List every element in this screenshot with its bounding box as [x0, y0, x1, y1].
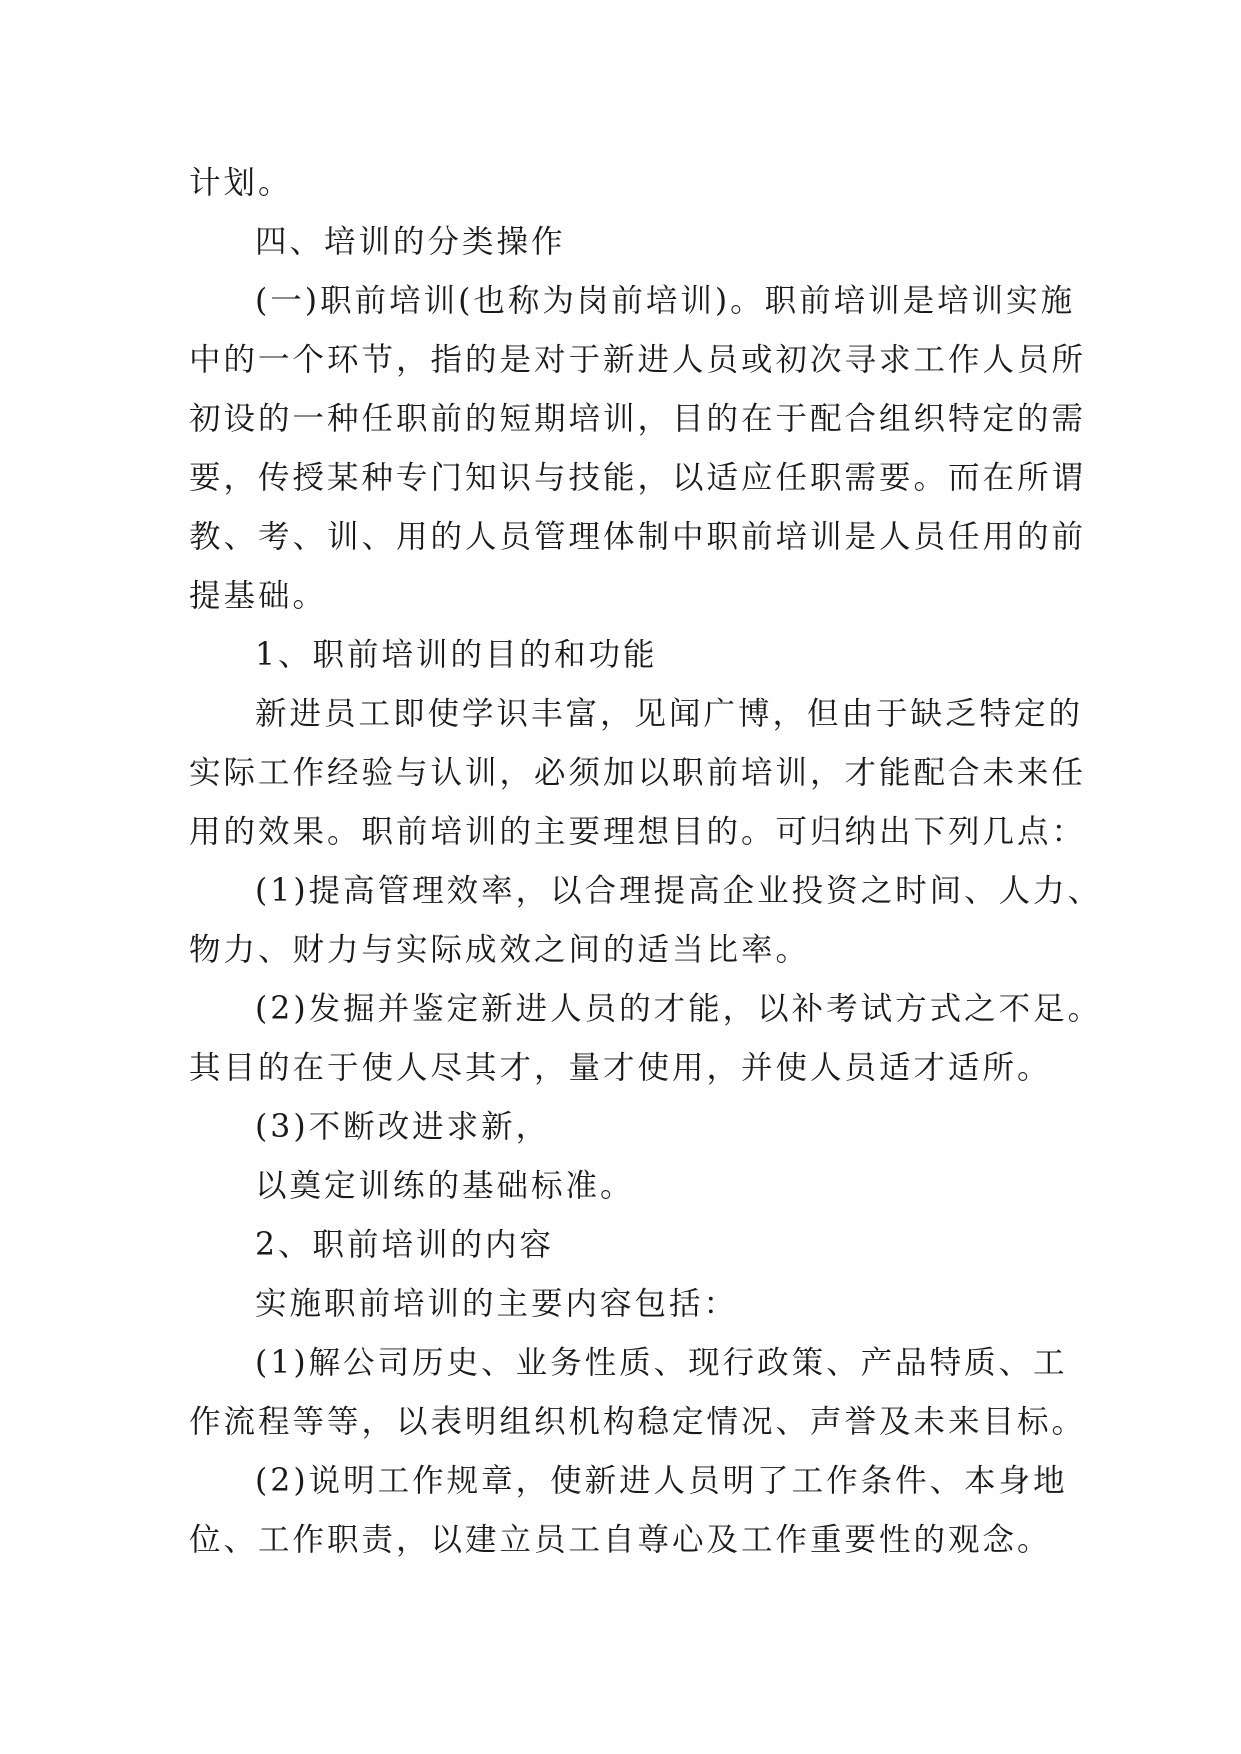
text-line: 位、工作职责，以建立员工自尊心及工作重要性的观念。: [189, 1522, 1052, 1558]
text-line: 实施职前培训的主要内容包括：: [255, 1286, 739, 1322]
text-line: 要，传授某种专门知识与技能，以适应任职需要。而在所谓: [189, 460, 1087, 496]
list-item: (1)解公司历史、业务性质、现行政策、产品特质、工: [255, 1345, 1068, 1381]
text-line: (一)职前培训(也称为岗前培训)。职前培训是培训实施: [255, 283, 1076, 319]
list-item: (3)不断改进求新，: [255, 1109, 551, 1145]
text-line: 以奠定训练的基础标准。: [255, 1168, 635, 1204]
text-line: 新进员工即使学识丰富，见闻广博，但由于缺乏特定的: [255, 696, 1084, 732]
text-line: 中的一个环节，指的是对于新进人员或初次寻求工作人员所: [189, 342, 1087, 378]
text-line: 其目的在于使人尽其才，量才使用，并使人员适才适所。: [189, 1050, 1052, 1086]
subsection-heading: 2、职前培训的内容: [255, 1227, 555, 1263]
text-line: 教、考、训、用的人员管理体制中职前培训是人员任用的前: [189, 519, 1087, 555]
list-item: (2)发掘并鉴定新进人员的才能，以补考试方式之不足。: [255, 991, 1103, 1027]
section-heading: 四、培训的分类操作: [255, 224, 566, 260]
text-line: 作流程等等，以表明组织机构稳定情况、声誉及未来目标。: [189, 1404, 1087, 1440]
list-item: (2)说明工作规章，使新进人员明了工作条件、本身地: [255, 1463, 1068, 1499]
document-body: [189, 154, 1103, 1570]
text-line: 实际工作经验与认训，必须加以职前培训，才能配合未来任: [189, 755, 1087, 791]
text-line: 初设的一种任职前的短期培训，目的在于配合组织特定的需: [189, 401, 1087, 437]
text-line: 计划。: [189, 165, 293, 201]
list-item: (1)提高管理效率，以合理提高企业投资之时间、人力、: [255, 873, 1103, 909]
text-line: 提基础。: [189, 578, 328, 614]
subsection-heading: 1、职前培训的目的和功能: [255, 637, 658, 673]
text-line: 物力、财力与实际成效之间的适当比率。: [189, 932, 811, 968]
text-line: 用的效果。职前培训的主要理想目的。可归纳出下列几点：: [189, 814, 1087, 850]
